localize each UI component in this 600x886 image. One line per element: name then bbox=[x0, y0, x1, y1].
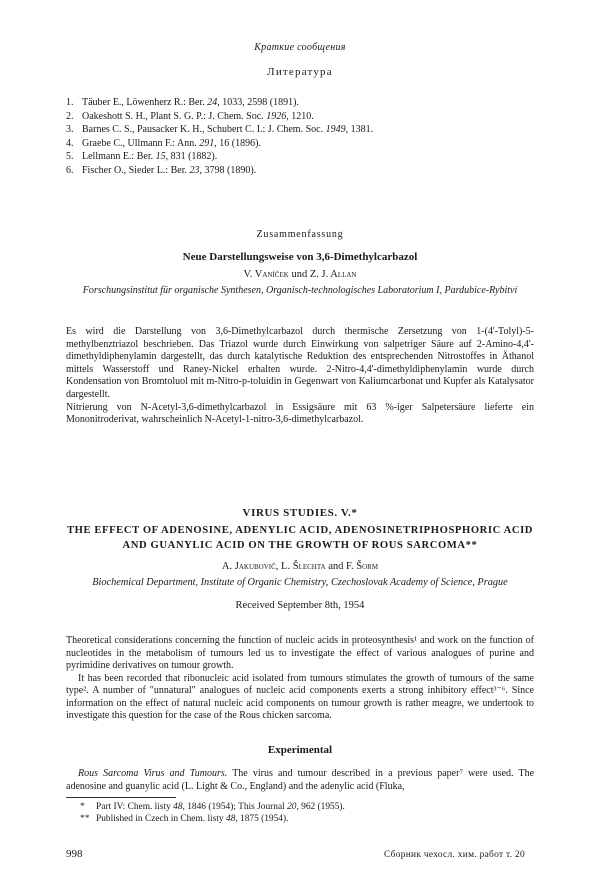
reference-item: 5. Lellmann E.: Ber. 15, 831 (1882). bbox=[66, 151, 218, 163]
summary-heading: Zusammenfassung bbox=[256, 229, 344, 240]
journal-reference: Сборник чехосл. хим. работ т. 20 bbox=[384, 850, 525, 860]
experimental-paragraph: Rous Sarcoma Virus and Tumours. The virus and tumour described in a previous paper⁷ were used. The adenosine and guanylic acid (L. Light & Co., England) and the adenylic acid (Fluka, bbox=[66, 768, 535, 792]
summary-body bbox=[66, 326, 534, 427]
footnote-rule bbox=[66, 797, 176, 798]
page-number: 998 bbox=[66, 848, 83, 860]
article-intro bbox=[66, 635, 534, 723]
reference-item: 6. Fischer O., Sieder L.: Ber. 23, 3798 (1890). bbox=[66, 164, 257, 176]
summary-authors: V. Vaníček und Z. J. Allan bbox=[243, 269, 357, 280]
footnote: * Part IV: Chem. listy 48, 1846 (1954); This Journal 20, 962 (1955). bbox=[80, 802, 345, 812]
reference-item: 4. Graebe C., Ullmann F.: Ann. 291, 16 (1896). bbox=[66, 137, 261, 149]
reference-list bbox=[66, 96, 546, 178]
running-head: Краткие сообщения bbox=[254, 42, 346, 53]
literature-heading: Литература bbox=[267, 66, 333, 78]
summary-paragraph: Es wird die Darstellung von 3,6-Dimethylcarbazol durch thermische Zersetzung von 1-(4'-Tolyl)-5-methylbenztriazol beschrieben. Das Triazol wurde durch Einwirkung von salpetriger Säure auf 2-Amino-4,4'-dimethyldiphenylamin dargestellt, das durch katalytische Reduktion des entsprechenden Nitrostoffes in Äthanol mittels Wasserstoff und Raney-Nickel erhalten wurde. 2-Nitro-4,4'-dimethyldiphenylamin wurde durch Kondensation von Bromtoluol mit m-Nitro-p-toluidin in Gegenwart von Kaliumcarbonat und Kupfer als Katalysator dargestellt. bbox=[66, 326, 534, 400]
article-affiliation: Biochemical Department, Institute of Organic Chemistry, Czechoslovak Academy of Science, Prague bbox=[92, 577, 508, 588]
footnotes bbox=[80, 801, 540, 825]
reference-item: 2. Oakeshott S. H., Plant S. G. P.: J. Chem. Soc. 1926, 1210. bbox=[66, 110, 314, 122]
summary-title: Neue Darstellungsweise von 3,6-Dimethylcarbazol bbox=[182, 251, 418, 263]
article-authors: A. Jakubovič, L. Šlechta and F. Šorm bbox=[221, 561, 379, 572]
footnote: ** Published in Czech in Chem. listy 48, 1875 (1954). bbox=[80, 814, 289, 824]
intro-paragraph: It has been recorded that ribonucleic acid isolated from tumours stimulates the growth of tumours of the same type². A number of "unnatural" analogues of nucleic acid components exerts a strong inhibitory effect³⁻⁶. Since information on the effect of natural nucleic acid components on tumour growth is rather meagre, we undertook to investigate this question for the case of the Rous chicken sarcoma. bbox=[66, 672, 534, 721]
article-title: THE EFFECT OF ADENOSINE, ADENYLIC ACID, ADENOSINETRIPHOSPHORIC ACID AND GUANYLIC ACID ON THE GROWTH OF ROUS SARCOMA** bbox=[66, 525, 534, 551]
experimental-heading: Experimental bbox=[267, 744, 333, 756]
reference-item: 3. Barnes C. S., Pausacker K. H., Schubert C. I.: J. Chem. Soc. 1949, 1381. bbox=[66, 124, 374, 136]
reference-item: 1. Täuber E., Löwenherz R.: Ber. 24, 1033, 2598 (1891). bbox=[66, 97, 299, 108]
article-series: VIRUS STUDIES. V.* bbox=[242, 507, 358, 519]
intro-paragraph: Theoretical considerations concerning the function of nucleic acids in proteosynthesis¹ and work on the function of nucleotides in the metabolism of tumours led us to investigate the effect of various analogues of purine and pyrimidine derivatives on tumour growth. bbox=[66, 635, 534, 671]
summary-affiliation: Forschungsinstitut für organische Synthesen, Organisch-technologisches Laboratorium I, Pardubice-Rybitví bbox=[82, 285, 518, 296]
summary-paragraph: Nitrierung von N-Acetyl-3,6-dimethylcarbazol in Essigsäure mit 63 %-iger Salpetersäure lieferte ein Mononitroderivat, wahrscheinlich N-Acetyl-1-nitro-3,6-dimethylcarbazol. bbox=[66, 401, 534, 426]
received-date: Received September 8th, 1954 bbox=[235, 600, 365, 611]
